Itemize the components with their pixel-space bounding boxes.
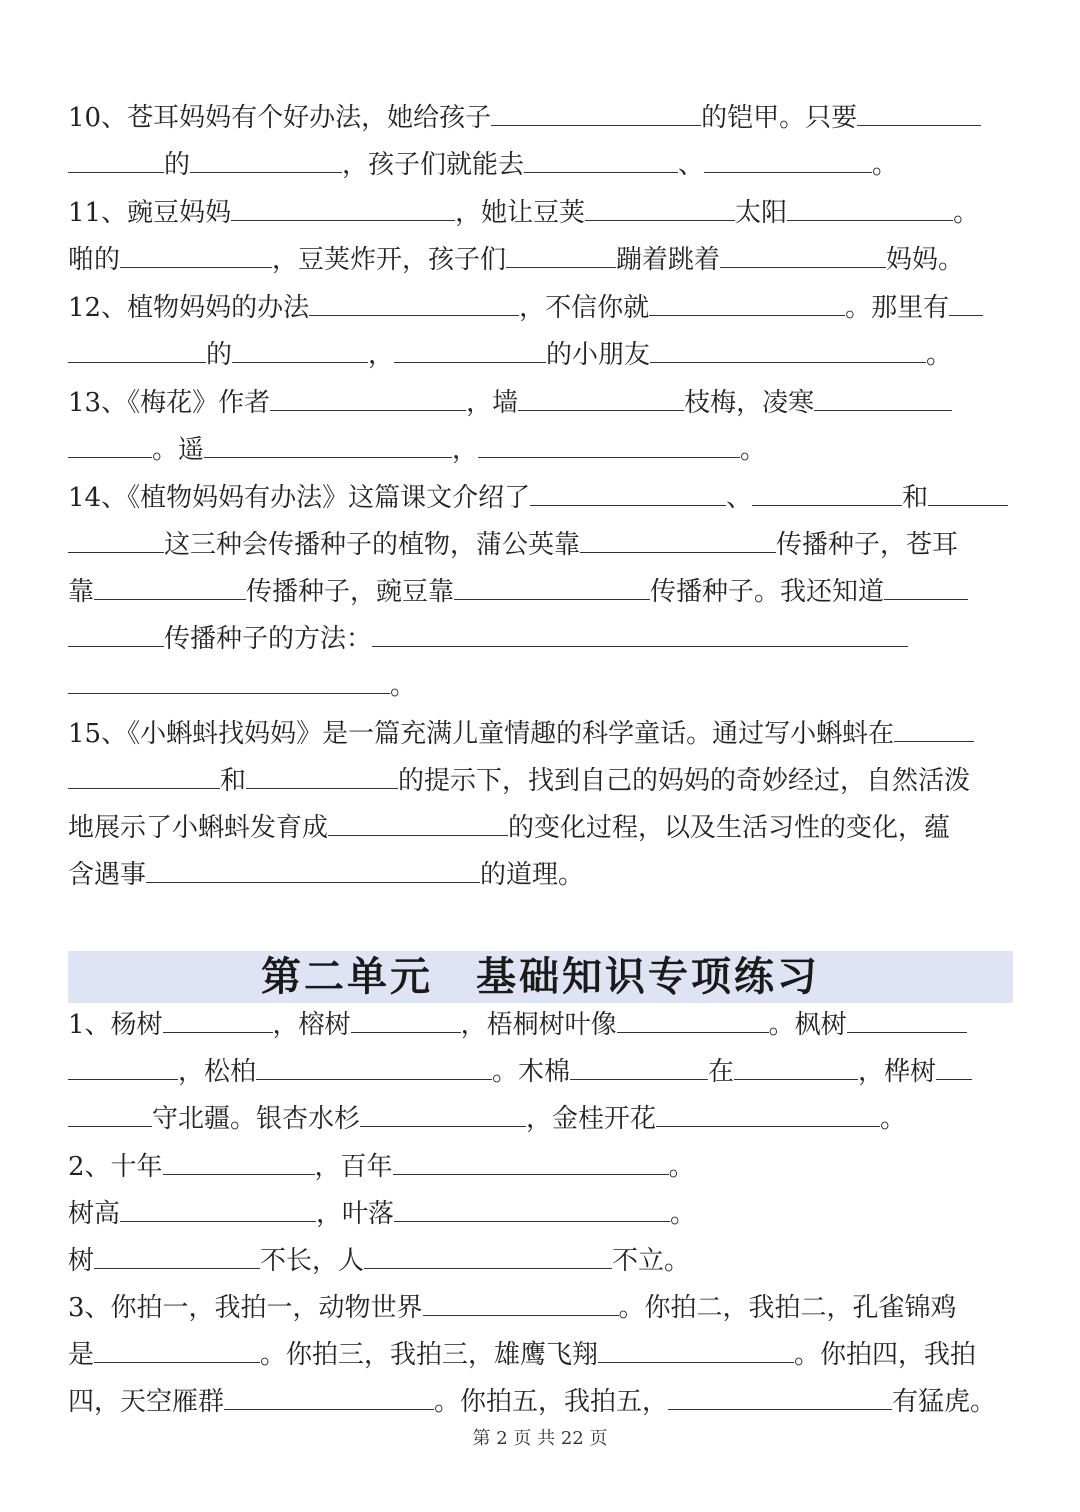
q12-line-1: 12、植物妈妈的办法 ，不信你就 。那里有 — [68, 285, 1013, 332]
answer-blank[interactable] — [364, 1246, 612, 1269]
u3-line-1: 3、你拍一，我拍一，动物世界 。你拍二，我拍二，孔雀锦鸡 — [68, 1293, 957, 1323]
unit2-question-2 — [68, 1144, 1013, 1285]
q14-line-1: 14、《植物妈妈有办法》这篇课文介绍了 、 和 — [68, 475, 1013, 522]
answer-blank[interactable] — [649, 293, 845, 316]
u1-line-2: ，松柏 。木棉 在 ，桦树 — [68, 1049, 1013, 1096]
q10-line-2: 的 ，孩子们就能去 、 。 — [68, 142, 1013, 189]
answer-blank[interactable] — [423, 1293, 619, 1316]
answer-blank[interactable] — [232, 340, 368, 363]
answer-blank[interactable] — [120, 245, 272, 268]
question-15 — [68, 711, 1013, 899]
q15-line-3: 地展示了小蝌蚪发育成 的变化过程，以及生活习性的变化，蕴 — [68, 813, 951, 843]
answer-blank[interactable] — [787, 198, 953, 221]
answer-blank[interactable] — [650, 340, 926, 363]
answer-blank[interactable] — [580, 530, 776, 553]
answer-blank[interactable] — [256, 1057, 492, 1080]
answer-blank[interactable] — [734, 1057, 858, 1080]
answer-blank[interactable] — [847, 1010, 967, 1033]
answer-blank[interactable] — [190, 150, 342, 173]
answer-blank[interactable] — [949, 293, 983, 316]
answer-blank[interactable] — [936, 1057, 972, 1080]
q13-line-2: 。遥 ， 。 — [68, 427, 1013, 474]
question-13 — [68, 380, 1013, 474]
q14-line-3: 靠 传播种子，豌豆靠 传播种子。我还知道 — [68, 569, 1013, 616]
q13-line-1: 13、《梅花》作者 ，墙 枝梅，凌寒 — [68, 380, 1013, 427]
answer-blank[interactable] — [328, 813, 508, 836]
answer-blank[interactable] — [372, 624, 908, 647]
answer-blank[interactable] — [394, 1199, 670, 1222]
answer-blank[interactable] — [752, 483, 902, 506]
u2-line-1: 2、十年 ，百年 。 — [68, 1152, 695, 1182]
q11-line-2: 啪的 ，豆荚炸开，孩子们 蹦着跳着 妈妈。 — [68, 245, 965, 275]
answer-blank[interactable] — [491, 103, 701, 126]
answer-blank[interactable] — [309, 293, 519, 316]
u2-line-3: 树 不长，人 不立。 — [68, 1246, 691, 1276]
answer-blank[interactable] — [598, 1340, 794, 1363]
u3-line-2: 是 。你拍三，我拍三，雄鹰飞翔 。你拍四，我拍 — [68, 1340, 977, 1370]
answer-blank[interactable] — [94, 1246, 260, 1269]
answer-blank[interactable] — [231, 198, 455, 221]
answer-blank[interactable] — [668, 1387, 892, 1410]
answer-blank[interactable] — [68, 340, 206, 363]
answer-blank[interactable] — [524, 150, 678, 173]
answer-blank[interactable] — [68, 624, 164, 647]
answer-blank[interactable] — [585, 198, 735, 221]
page-number-footer: 第 2 页 共 22 页 — [472, 1428, 608, 1449]
answer-blank[interactable] — [246, 766, 398, 789]
question-12 — [68, 285, 1013, 379]
q10-line-1: 10、苍耳妈妈有个好办法，她给孩子 的铠甲。只要 — [68, 95, 1013, 142]
answer-blank[interactable] — [360, 1104, 526, 1127]
answer-blank[interactable] — [894, 719, 974, 742]
answer-blank[interactable] — [163, 1152, 315, 1175]
answer-blank[interactable] — [270, 388, 466, 411]
answer-blank[interactable] — [506, 245, 616, 268]
u3-line-3: 四，天空雁群 。你拍五，我拍五， 有猛虎。 — [68, 1387, 997, 1417]
question-10 — [68, 95, 1013, 189]
answer-blank[interactable] — [720, 245, 886, 268]
answer-blank[interactable] — [68, 1104, 152, 1127]
q14-line-4: 传播种子的方法： — [68, 616, 1013, 663]
answer-blank[interactable] — [530, 483, 726, 506]
answer-blank[interactable] — [928, 483, 1008, 506]
q15-line-1: 15、《小蝌蚪找妈妈》是一篇充满儿童情趣的科学童话。通过写小蝌蚪在 — [68, 711, 1013, 758]
answer-blank[interactable] — [617, 1010, 769, 1033]
answer-blank[interactable] — [94, 1340, 260, 1363]
answer-blank[interactable] — [163, 1010, 273, 1033]
answer-blank[interactable] — [394, 340, 546, 363]
answer-blank[interactable] — [518, 388, 684, 411]
answer-blank[interactable] — [704, 150, 872, 173]
q14-line-5: 。 — [68, 663, 1013, 710]
u1-line-3: 守北疆。银杏水杉 ，金桂开花 。 — [68, 1096, 1013, 1143]
q14-line-2: 这三种会传播种子的植物，蒲公英靠 传播种子，苍耳 — [68, 522, 1013, 569]
answer-blank[interactable] — [68, 150, 164, 173]
u1-line-1: 1、杨树 ，榕树 ，梧桐树叶像 。枫树 — [68, 1002, 1013, 1049]
answer-blank[interactable] — [68, 671, 390, 694]
answer-blank[interactable] — [351, 1010, 461, 1033]
answer-blank[interactable] — [454, 577, 650, 600]
answer-blank[interactable] — [68, 435, 152, 458]
answer-blank[interactable] — [204, 435, 452, 458]
answer-blank[interactable] — [94, 577, 246, 600]
answer-blank[interactable] — [478, 435, 740, 458]
answer-blank[interactable] — [146, 860, 480, 883]
unit2-question-3 — [68, 1285, 1013, 1426]
section-title: 第二单元 基础知识专项练习 — [68, 951, 1013, 1003]
u2-line-2: 树高 ，叶落 。 — [68, 1199, 697, 1229]
answer-blank[interactable] — [68, 1057, 178, 1080]
answer-blank[interactable] — [656, 1104, 880, 1127]
q15-line-4: 含遇事 的道理。 — [68, 860, 585, 890]
question-14 — [68, 475, 1013, 710]
answer-blank[interactable] — [393, 1152, 669, 1175]
q12-line-2: 的 ， 的小朋友 。 — [68, 332, 1013, 379]
answer-blank[interactable] — [68, 766, 220, 789]
q11-line-1: 11、豌豆妈妈 ，她让豆荚 太阳 。 — [68, 198, 980, 228]
question-11 — [68, 190, 1013, 284]
answer-blank[interactable] — [814, 388, 952, 411]
unit2-question-1 — [68, 1002, 1013, 1143]
answer-blank[interactable] — [120, 1199, 316, 1222]
q15-line-2: 和 的提示下，找到自己的妈妈的奇妙经过，自然活泼 — [68, 758, 1013, 805]
answer-blank[interactable] — [224, 1387, 434, 1410]
answer-blank[interactable] — [884, 577, 968, 600]
answer-blank[interactable] — [570, 1057, 708, 1080]
answer-blank[interactable] — [68, 530, 164, 553]
answer-blank[interactable] — [857, 103, 981, 126]
